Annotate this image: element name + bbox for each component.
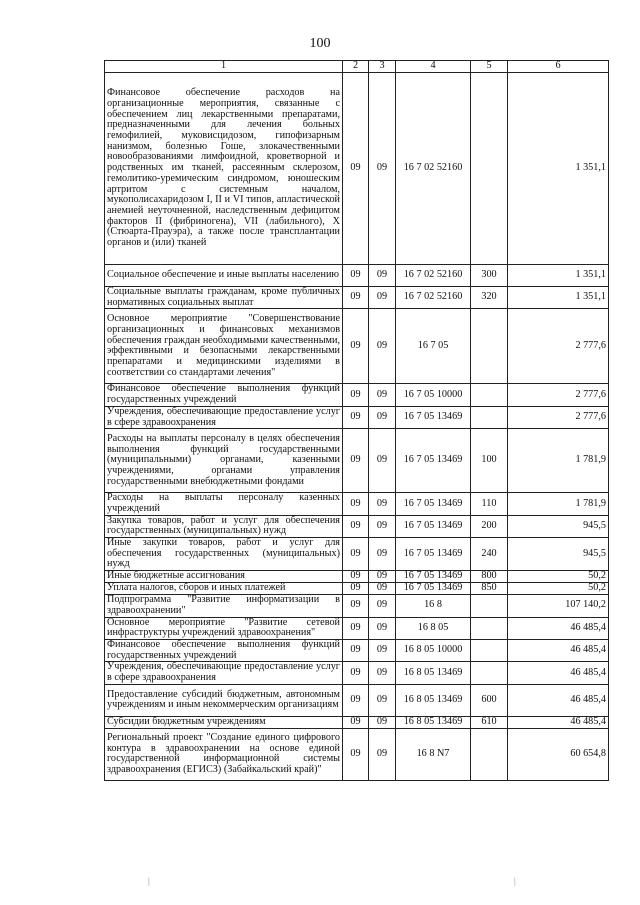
header-cell: 3 (369, 61, 396, 73)
row-target-code: 16 7 05 13469 (396, 571, 471, 583)
row-section-code: 09 (343, 265, 369, 287)
row-target-code: 16 7 05 13469 (396, 583, 471, 595)
table-row (105, 617, 609, 639)
row-subsection-code: 09 (369, 406, 396, 428)
row-amount: 46 485,4 (508, 684, 609, 716)
row-expense-type (471, 73, 508, 265)
row-description: Закупка товаров, работ и услуг для обеспечения государственных (муниципальных) нужд (105, 515, 343, 537)
row-amount: 2 777,6 (508, 309, 609, 384)
table-row (105, 515, 609, 537)
table-row (105, 571, 609, 583)
row-description: Основное мероприятие "Развитие сетевой инфраструктуры учреждений здравоохранения" (105, 617, 343, 639)
row-section-code: 09 (343, 429, 369, 493)
row-subsection-code: 09 (369, 309, 396, 384)
table-row (105, 406, 609, 428)
row-section-code: 09 (343, 639, 369, 661)
row-section-code: 09 (343, 384, 369, 406)
row-section-code: 09 (343, 716, 369, 728)
row-target-code: 16 8 05 13469 (396, 684, 471, 716)
header-row (105, 61, 609, 73)
row-description: Расходы на выплаты персоналу в целях обеспечения выполнения функций государственными (муниципальными) органами, казенными учреждениями, органами управления государственными внебюджетными фондами (105, 429, 343, 493)
row-section-code: 09 (343, 538, 369, 571)
row-amount: 1 781,9 (508, 429, 609, 493)
table-row (105, 716, 609, 728)
row-amount: 46 485,4 (508, 639, 609, 661)
row-expense-type: 850 (471, 583, 508, 595)
row-target-code: 16 7 05 10000 (396, 384, 471, 406)
row-subsection-code: 09 (369, 73, 396, 265)
row-target-code: 16 7 02 52160 (396, 73, 471, 265)
row-expense-type (471, 309, 508, 384)
row-section-code: 09 (343, 287, 369, 309)
table-row (105, 384, 609, 406)
row-description: Учреждения, обеспечивающие предоставление услуг в сфере здравоохранения (105, 406, 343, 428)
row-subsection-code: 09 (369, 716, 396, 728)
row-amount: 945,5 (508, 538, 609, 571)
row-target-code: 16 8 05 13469 (396, 662, 471, 684)
row-subsection-code: 09 (369, 583, 396, 595)
table-row (105, 639, 609, 661)
table-row (105, 73, 609, 265)
header-cell: 6 (508, 61, 609, 73)
row-description: Подпрограмма "Развитие информатизации в здравоохранении" (105, 595, 343, 617)
row-amount: 1 351,1 (508, 265, 609, 287)
row-amount: 1 351,1 (508, 287, 609, 309)
row-expense-type: 100 (471, 429, 508, 493)
row-subsection-code: 09 (369, 384, 396, 406)
row-amount: 50,2 (508, 571, 609, 583)
row-target-code: 16 8 (396, 595, 471, 617)
header-cell: 5 (471, 61, 508, 73)
row-subsection-code: 09 (369, 662, 396, 684)
row-expense-type: 800 (471, 571, 508, 583)
row-section-code: 09 (343, 309, 369, 384)
row-amount: 60 654,8 (508, 728, 609, 780)
table-row (105, 265, 609, 287)
row-subsection-code: 09 (369, 287, 396, 309)
row-description: Предоставление субсидий бюджетным, автономным учреждениям и иным некоммерческим организациям (105, 684, 343, 716)
row-target-code: 16 7 02 52160 (396, 287, 471, 309)
row-amount: 107 140,2 (508, 595, 609, 617)
row-section-code: 09 (343, 595, 369, 617)
row-amount: 50,2 (508, 583, 609, 595)
row-target-code: 16 7 05 13469 (396, 406, 471, 428)
row-expense-type (471, 617, 508, 639)
header-cell: 2 (343, 61, 369, 73)
row-description: Финансовое обеспечение выполнения функций государственных учреждений (105, 384, 343, 406)
budget-table (104, 60, 609, 781)
row-subsection-code: 09 (369, 684, 396, 716)
row-description: Учреждения, обеспечивающие предоставление услуг в сфере здравоохранения (105, 662, 343, 684)
row-description: Финансовое обеспечение расходов на организационные мероприятия, связанные с обеспечением лиц лекарственными препаратами, предназначенными для лечения больных гемофилией, муковисцидозом, гипофизарным нанизмом, болезнью Гоше, злокачественными новообразованиями лимфоидной, кроветворной и родственных им тканей, рассеянным склерозом, гемолитико-уремическим синдромом, юношеским артритом с системным началом, мукополисахаридозом I, II и VI типов, апластической анемией неуточненной, наследственным дефицитом факторов II (фибриногена), VII (лабильного), X (Стюарта-Прауэра), а также после трансплантации органов и (или) тканей (105, 73, 343, 265)
row-expense-type (471, 728, 508, 780)
row-expense-type (471, 406, 508, 428)
row-expense-type: 300 (471, 265, 508, 287)
row-section-code: 09 (343, 493, 369, 515)
row-description: Основное мероприятие "Совершенствование организационных и финансовых механизмов обеспечения граждан необходимыми качественными, эффективными и безопасными лекарственными препаратами и медицинскими изделиями в соответствии со стандартами лечения" (105, 309, 343, 384)
row-section-code: 09 (343, 662, 369, 684)
row-section-code: 09 (343, 583, 369, 595)
row-description: Иные закупки товаров, работ и услуг для обеспечения государственных (муниципальных) нужд (105, 538, 343, 571)
row-section-code: 09 (343, 728, 369, 780)
row-section-code: 09 (343, 617, 369, 639)
table-row (105, 538, 609, 571)
row-description: Социальные выплаты гражданам, кроме публичных нормативных социальных выплат (105, 287, 343, 309)
row-amount: 2 777,6 (508, 384, 609, 406)
row-amount: 1 351,1 (508, 73, 609, 265)
row-subsection-code: 09 (369, 429, 396, 493)
page-number: 100 (309, 36, 331, 51)
row-target-code: 16 7 02 52160 (396, 265, 471, 287)
row-expense-type (471, 662, 508, 684)
row-target-code: 16 7 05 (396, 309, 471, 384)
row-amount: 46 485,4 (508, 617, 609, 639)
row-subsection-code: 09 (369, 639, 396, 661)
row-target-code: 16 7 05 13469 (396, 538, 471, 571)
row-expense-type (471, 639, 508, 661)
row-expense-type: 320 (471, 287, 508, 309)
row-description: Социальное обеспечение и иные выплаты населению (105, 265, 343, 287)
scan-mark: | (148, 876, 150, 886)
row-amount: 46 485,4 (508, 716, 609, 728)
row-subsection-code: 09 (369, 538, 396, 571)
row-description: Региональный проект "Создание единого цифрового контура в здравоохранении на основе единой государственной информационной системы здравоохранения (ЕГИСЗ) (Забайкальский край)" (105, 728, 343, 780)
row-target-code: 16 8 N7 (396, 728, 471, 780)
row-expense-type (471, 384, 508, 406)
row-target-code: 16 7 05 13469 (396, 515, 471, 537)
row-subsection-code: 09 (369, 728, 396, 780)
row-amount: 2 777,6 (508, 406, 609, 428)
row-description: Субсидии бюджетным учреждениям (105, 716, 343, 728)
row-target-code: 16 8 05 10000 (396, 639, 471, 661)
row-amount: 46 485,4 (508, 662, 609, 684)
header-cell: 4 (396, 61, 471, 73)
table-row (105, 493, 609, 515)
table-row (105, 583, 609, 595)
row-expense-type: 240 (471, 538, 508, 571)
table-row (105, 309, 609, 384)
row-amount: 1 781,9 (508, 493, 609, 515)
row-expense-type: 200 (471, 515, 508, 537)
row-expense-type: 600 (471, 684, 508, 716)
row-target-code: 16 8 05 (396, 617, 471, 639)
row-subsection-code: 09 (369, 515, 396, 537)
row-description: Расходы на выплаты персоналу казенных учреждений (105, 493, 343, 515)
table-row (105, 662, 609, 684)
table-row (105, 728, 609, 780)
row-expense-type: 110 (471, 493, 508, 515)
row-target-code: 16 8 05 13469 (396, 716, 471, 728)
row-subsection-code: 09 (369, 617, 396, 639)
row-section-code: 09 (343, 73, 369, 265)
row-subsection-code: 09 (369, 265, 396, 287)
table-row (105, 287, 609, 309)
header-cell: 1 (105, 61, 343, 73)
table-row (105, 595, 609, 617)
row-expense-type: 610 (471, 716, 508, 728)
row-amount: 945,5 (508, 515, 609, 537)
row-target-code: 16 7 05 13469 (396, 429, 471, 493)
row-section-code: 09 (343, 571, 369, 583)
table-row (105, 684, 609, 716)
row-description: Финансовое обеспечение выполнения функций государственных учреждений (105, 639, 343, 661)
row-subsection-code: 09 (369, 493, 396, 515)
row-target-code: 16 7 05 13469 (396, 493, 471, 515)
table-row (105, 429, 609, 493)
row-section-code: 09 (343, 684, 369, 716)
row-section-code: 09 (343, 406, 369, 428)
row-subsection-code: 09 (369, 571, 396, 583)
row-description: Уплата налогов, сборов и иных платежей (105, 583, 343, 595)
row-expense-type (471, 595, 508, 617)
row-section-code: 09 (343, 515, 369, 537)
row-subsection-code: 09 (369, 595, 396, 617)
scan-mark: | (514, 876, 516, 886)
row-description: Иные бюджетные ассигнования (105, 571, 343, 583)
